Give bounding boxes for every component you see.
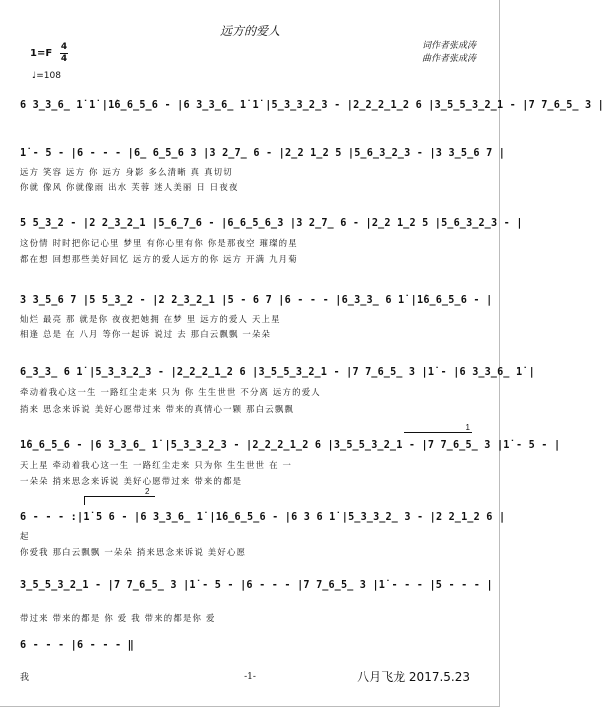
lyric-line: 你就 像风 你就像雨 出水 芙蓉 迷人美丽 日 日夜夜 xyxy=(20,182,239,192)
page-number: -1- xyxy=(244,672,256,682)
first-ending-bracket: 1 xyxy=(404,432,472,441)
lyric-line: 一朵朵 捎来思念来诉说 美好心愿带过来 带来的都是 xyxy=(20,476,243,486)
time-signature-top: 4 xyxy=(60,42,68,52)
time-signature-bottom: 4 xyxy=(60,54,68,64)
lyric-line: 起 xyxy=(20,531,30,541)
lyricist: 词作者张成涛 xyxy=(421,41,476,51)
tempo-marking: ♩=108 xyxy=(32,71,61,81)
notation-row: 6 3̲3̲6̲ 1̇ 1̇ |1̇6̲6̲5̲6 - |6 3̲3̲6̲ 1̇ 1̇ |5̲3̲3̲2̲3 - |2̲2̲2̲1̲2 6 |3̲5̲5̲3̲2̲1 - |7 7̲6̲5̲ 3 | xyxy=(20,100,604,111)
footer-signature: 八月飞龙 2017.5.23 xyxy=(357,670,470,684)
lyric-line: 你爱我 那白云飘飘 一朵朵 捎来思念来诉说 美好心愿 xyxy=(20,547,247,557)
notation-row: 6̲3̲3̲ 6 1̇ |5̲3̲3̲2̲3 - |2̲2̲2̲1̲2 6 |3̲5̲5̲3̲2̲1 - |7 7̲6̲5̲ 3 |1̇ - |6 3̲3̲6̲ 1̇ | xyxy=(20,367,535,378)
lyric-line: 灿烂 最亮 那 就是你 夜夜把她拥 在梦 里 远方的爱人 天上星 xyxy=(20,314,281,324)
notation-row: 1̇ - 5 - |6 - - - |6̲ 6̲5̲6 3 |3 2̲7̲ 6 - |2̲2 1̲2 5 |5̲6̲3̲2̲3 - |3 3̲5̲6 7 | xyxy=(20,148,506,159)
time-signature xyxy=(60,43,68,64)
composer: 曲作者张成涛 xyxy=(421,54,476,64)
lyric-line: 都在想 回想那些美好回忆 远方的爱人远方的你 远方 开满 九月菊 xyxy=(20,254,298,264)
lyric-line: 天上星 牵动着我心这一生 一路红尘走来 只为你 生生世世 在 一 xyxy=(20,460,293,470)
notation-row: 6 - - - :|1̇ 5 6 - |6 3̲3̲6̲ 1̇ |1̇6̲6̲5̲6 - |6 3 6 1̇ |5̲3̲3̲2̲ 3 - |2 2̲1̲2 6 | xyxy=(20,512,506,523)
footer-lyric: 我 xyxy=(20,673,30,683)
song-title: 远方的爱人 xyxy=(219,24,280,38)
lyric-line: 这份情 时时把你记心里 梦里 有你心里有你 你是那夜空 璀璨的星 xyxy=(20,238,298,248)
second-ending-bracket: 2 xyxy=(84,496,155,505)
credits xyxy=(422,40,476,66)
lyric-line: 带过来 带来的都是 你 爱 我 带来的都是你 爱 xyxy=(20,613,216,623)
notation-row: 3̲5̲5̲3̲2̲1 - |7 7̲6̲5̲ 3 |1̇ - 5 - |6 - - - |7 7̲6̲5̲ 3 |1̇ - - - |5 - - - | xyxy=(20,580,493,591)
notation-row: 6 - - - |6 - - - ‖ xyxy=(20,640,135,651)
notation-row: 1̇6̲6̲5̲6 - |6 3̲3̲6̲ 1̇ |5̲3̲3̲2̲3 - |2̲2̲2̲1̲2 6 |3̲5̲5̲3̲2̲1 - |7 7̲6̲5̲ 3 |1̇ - 5 - | xyxy=(20,440,561,451)
lyric-line: 相逢 总是 在 八月 等你一起诉 说过 去 那白云飘飘 一朵朵 xyxy=(20,329,272,339)
lyric-line: 远方 笑容 远方 你 远方 身影 多么清晰 真 真切切 xyxy=(20,167,233,177)
notation-row: 5 5̲3̲2 - |2 2̲3̲2̲1 |5̲6̲7̲6 - |6̲6̲5̲6̲3 |3 2̲7̲ 6 - |2̲2 1̲2 5 |5̲6̲3̲2̲3 - | xyxy=(20,218,523,229)
lyric-line: 牵动着我心这一生 一路红尘走来 只为 你 生生世世 不分离 远方的爱人 xyxy=(20,387,321,397)
notation-row: 3 3̲5̲6 7 |5 5̲3̲2 - |2 2̲3̲2̲1 |5 - 6 7 |6 - - - |6̲3̲3̲ 6 1̇ |1̇6̲6̲5̲6 - | xyxy=(20,295,493,306)
key-signature: 1=F xyxy=(30,48,53,59)
lyric-line: 捎来 思念来诉说 美好心愿带过来 带来的真情心一颗 那白云飘飘 xyxy=(20,404,294,414)
